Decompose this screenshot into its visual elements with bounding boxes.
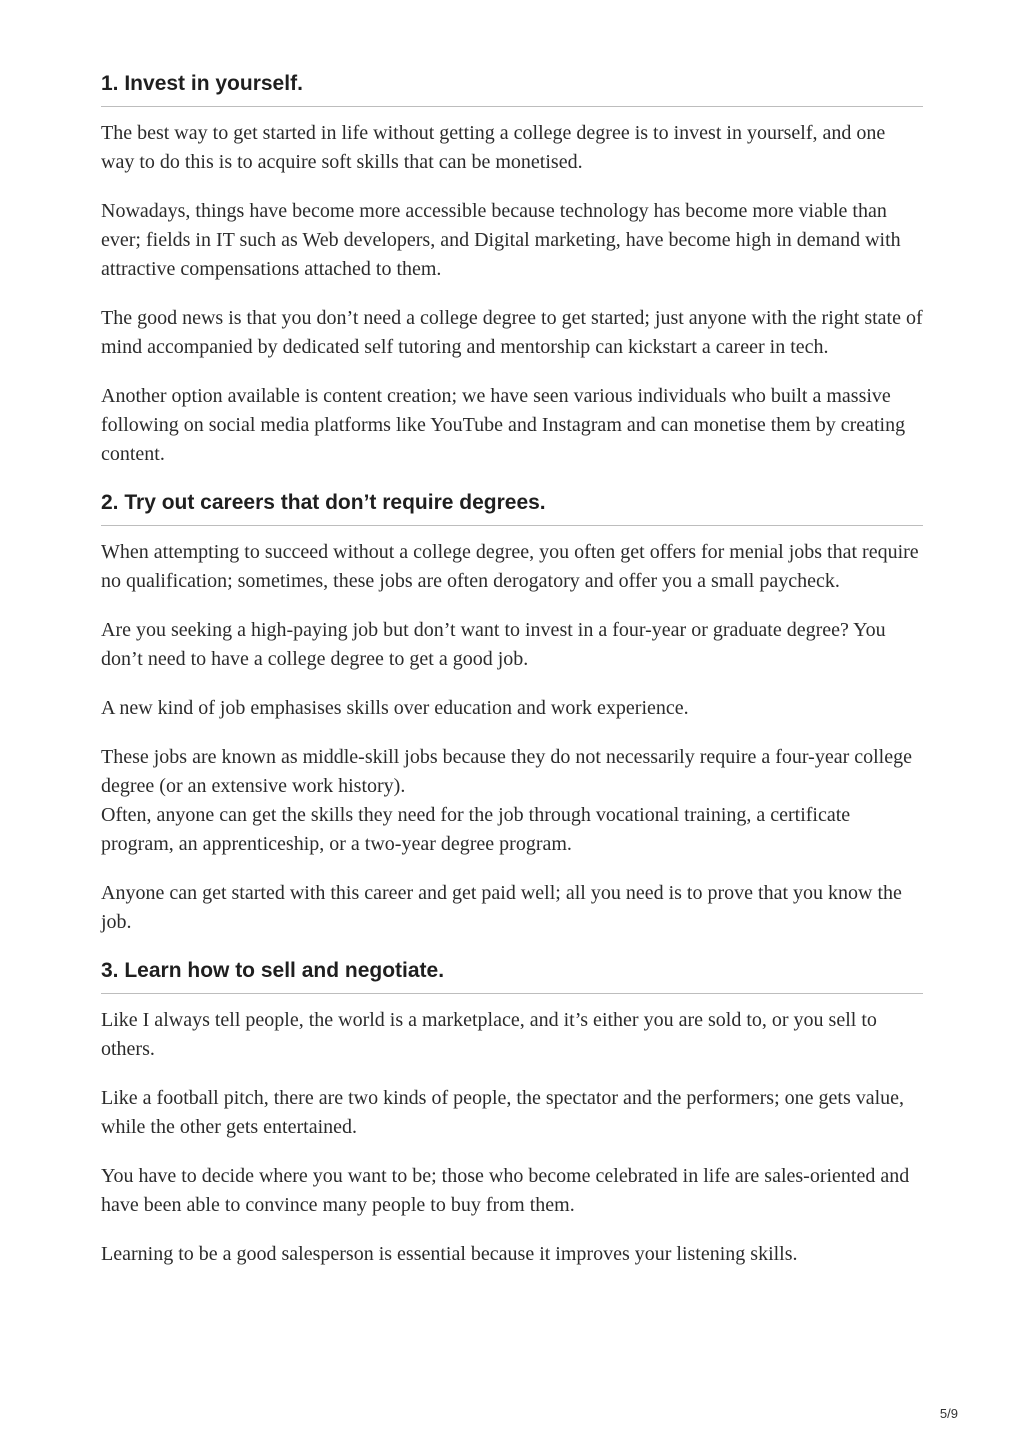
paragraph: The good news is that you don’t need a college degree to get started; just anyone with the right state of mind accompanied by dedicated self tutoring and mentorship can kickstart a career in tech. bbox=[101, 307, 923, 358]
section-heading: 1. Invest in yourself. bbox=[101, 70, 923, 107]
paragraph: Nowadays, things have become more accessible because technology has become more viable than ever; fields in IT such as Web developers, and Digital marketing, have become high in demand with attractive compensations attached to them. bbox=[101, 200, 901, 280]
page-number: 5/9 bbox=[939, 1406, 958, 1421]
section-invest-in-yourself bbox=[101, 70, 923, 469]
section-heading: 3. Learn how to sell and negotiate. bbox=[101, 957, 923, 994]
paragraph: Like a football pitch, there are two kinds of people, the spectator and the performers; one gets value, while the other gets entertained. bbox=[101, 1087, 905, 1138]
paragraph: Another option available is content creation; we have seen various individuals who built a massive following on social media platforms like YouTube and Instagram and can monetise them by creating content. bbox=[101, 385, 906, 465]
article-body bbox=[101, 70, 923, 1289]
paragraph: The best way to get started in life without getting a college degree is to invest in yourself, and one way to do this is to acquire soft skills that can be monetised. bbox=[101, 122, 886, 173]
section-careers-without-degrees bbox=[101, 489, 923, 937]
paragraph: You have to decide where you want to be; those who become celebrated in life are sales-oriented and have been able to convince many people to buy from them. bbox=[101, 1165, 910, 1216]
paragraph: Learning to be a good salesperson is essential because it improves your listening skills. bbox=[101, 1243, 798, 1265]
section-heading: 2. Try out careers that don’t require degrees. bbox=[101, 489, 923, 526]
paragraph: Are you seeking a high-paying job but don’t want to invest in a four-year or graduate degree? You don’t need to have a college degree to get a good job. bbox=[101, 619, 886, 670]
paragraph: Anyone can get started with this career and get paid well; all you need is to prove that you know the job. bbox=[101, 882, 902, 933]
paragraph: Often, anyone can get the skills they need for the job through vocational training, a certificate program, an apprenticeship, or a two-year degree program. bbox=[101, 804, 851, 855]
section-sell-and-negotiate bbox=[101, 957, 923, 1269]
paragraph: A new kind of job emphasises skills over education and work experience. bbox=[101, 697, 689, 719]
paragraph: Like I always tell people, the world is a marketplace, and it’s either you are sold to, or you sell to others. bbox=[101, 1009, 877, 1060]
paragraph: These jobs are known as middle-skill jobs because they do not necessarily require a four-year college degree (or an extensive work history). bbox=[101, 746, 912, 797]
paragraph: When attempting to succeed without a college degree, you often get offers for menial jobs that require no qualification; sometimes, these jobs are often derogatory and offer you a small paycheck. bbox=[101, 541, 919, 592]
